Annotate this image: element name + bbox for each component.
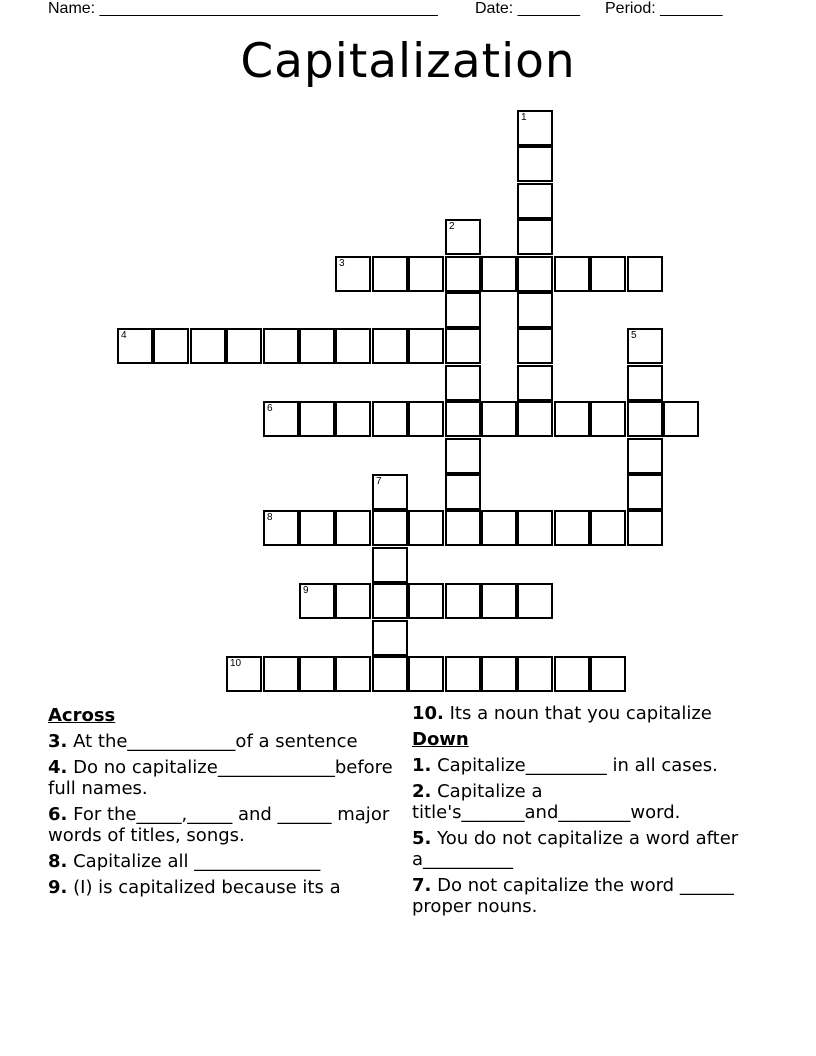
- clue-number: 7.: [412, 875, 432, 896]
- crossword-cell[interactable]: [408, 401, 444, 437]
- crossword-cell[interactable]: [263, 328, 299, 364]
- crossword-cell[interactable]: [445, 656, 481, 692]
- crossword-cell[interactable]: [263, 401, 299, 437]
- crossword-cell[interactable]: [517, 365, 553, 401]
- clue-column-right: [412, 703, 772, 922]
- clue-number: 1.: [412, 755, 432, 776]
- crossword-cell[interactable]: [663, 401, 699, 437]
- clue-number: 2.: [412, 781, 432, 802]
- clue-text: You do not capitalize a word after a__________: [412, 828, 739, 870]
- down-clue-7: [412, 875, 772, 917]
- page-title: Capitalization: [240, 34, 576, 89]
- down-heading: Down: [412, 729, 469, 750]
- crossword-cell[interactable]: [481, 256, 517, 292]
- crossword-cell[interactable]: [408, 583, 444, 619]
- cell-number: 3: [339, 258, 345, 269]
- crossword-cell[interactable]: [335, 510, 371, 546]
- clue-text: (I) is capitalized because its a: [73, 877, 341, 898]
- crossword-cell[interactable]: [627, 510, 663, 546]
- clue-text: For the_____,_____ and ______ major words of titles, songs.: [48, 804, 390, 846]
- crossword-cell[interactable]: [226, 656, 262, 692]
- clue-number: 6.: [48, 804, 68, 825]
- crossword-cell[interactable]: [335, 256, 371, 292]
- clue-text: Capitalize a title's_______and________word.: [412, 781, 681, 823]
- cell-number: 8: [267, 512, 273, 523]
- crossword-cell[interactable]: [335, 401, 371, 437]
- crossword-cell[interactable]: [445, 401, 481, 437]
- cell-number: 4: [121, 330, 127, 341]
- crossword-cell[interactable]: [517, 510, 553, 546]
- crossword-cell[interactable]: [408, 256, 444, 292]
- crossword-cell[interactable]: [554, 510, 590, 546]
- across-clue-8: [48, 851, 400, 872]
- clue-column-left: [48, 703, 400, 903]
- across-heading: Across: [48, 705, 116, 726]
- crossword-cell[interactable]: [335, 328, 371, 364]
- crossword-cell[interactable]: [627, 365, 663, 401]
- crossword-cell[interactable]: [481, 656, 517, 692]
- crossword-cell[interactable]: [445, 583, 481, 619]
- clue-text: Do not capitalize the word ______ proper nouns.: [412, 875, 734, 917]
- crossword-cell[interactable]: [554, 401, 590, 437]
- crossword-cell[interactable]: [627, 474, 663, 510]
- crossword-cell[interactable]: [372, 474, 408, 510]
- crossword-cell[interactable]: [299, 510, 335, 546]
- crossword-cell[interactable]: [590, 401, 626, 437]
- name-field-label: Name: ______________________________________: [48, 0, 438, 17]
- crossword-cell[interactable]: [554, 656, 590, 692]
- crossword-cell[interactable]: [372, 328, 408, 364]
- crossword-cell[interactable]: [627, 256, 663, 292]
- clue-text: Its a noun that you capitalize: [449, 703, 712, 724]
- crossword-cell[interactable]: [153, 328, 189, 364]
- crossword-cell[interactable]: [517, 110, 553, 146]
- crossword-cell[interactable]: [517, 292, 553, 328]
- cell-number: 5: [631, 330, 637, 341]
- across-clue-3: [48, 731, 400, 752]
- crossword-cell[interactable]: [408, 328, 444, 364]
- crossword-cell[interactable]: [263, 656, 299, 692]
- cell-number: 9: [303, 585, 309, 596]
- down-clue-2: [412, 781, 772, 823]
- crossword-cell[interactable]: [517, 656, 553, 692]
- crossword-cell[interactable]: [299, 328, 335, 364]
- crossword-cell[interactable]: [372, 547, 408, 583]
- crossword-cell[interactable]: [445, 510, 481, 546]
- crossword-cell[interactable]: [517, 583, 553, 619]
- crossword-cell[interactable]: [408, 656, 444, 692]
- crossword-cell[interactable]: [335, 583, 371, 619]
- crossword-cell[interactable]: [627, 328, 663, 364]
- crossword-cell[interactable]: [590, 256, 626, 292]
- down-clue-1: [412, 755, 772, 776]
- crossword-cell[interactable]: [190, 328, 226, 364]
- crossword-cell[interactable]: [590, 656, 626, 692]
- period-field-label: Period: _______: [605, 0, 723, 17]
- crossword-cell[interactable]: [372, 620, 408, 656]
- crossword-cell[interactable]: [445, 474, 481, 510]
- crossword-cell[interactable]: [372, 510, 408, 546]
- crossword-cell[interactable]: [117, 328, 153, 364]
- across-clue-4: [48, 757, 400, 799]
- crossword-cell[interactable]: [445, 328, 481, 364]
- clue-number: 4.: [48, 757, 68, 778]
- crossword-cell[interactable]: [627, 401, 663, 437]
- crossword-cell[interactable]: [299, 401, 335, 437]
- cell-number: 1: [521, 112, 527, 123]
- cell-number: 2: [449, 221, 455, 232]
- crossword-cell[interactable]: [372, 256, 408, 292]
- cell-number: 10: [230, 658, 242, 669]
- clue-number: 10.: [412, 703, 444, 724]
- clue-number: 5.: [412, 828, 432, 849]
- down-clue-5: [412, 828, 772, 870]
- crossword-cell[interactable]: [481, 510, 517, 546]
- cell-number: 7: [376, 476, 382, 487]
- across-clue-10: [412, 703, 772, 724]
- crossword-cell[interactable]: [335, 656, 371, 692]
- crossword-cell[interactable]: [554, 256, 590, 292]
- crossword-cell[interactable]: [226, 328, 262, 364]
- crossword-cell[interactable]: [372, 656, 408, 692]
- clue-text: Do no capitalize_____________before full names.: [48, 757, 393, 799]
- clue-number: 8.: [48, 851, 68, 872]
- across-clue-6: [48, 804, 400, 846]
- crossword-cell[interactable]: [445, 256, 481, 292]
- crossword-cell[interactable]: [299, 656, 335, 692]
- clue-text: Capitalize_________ in all cases.: [437, 755, 718, 776]
- crossword-cell[interactable]: [263, 510, 299, 546]
- crossword-cell[interactable]: [590, 510, 626, 546]
- across-clue-9: [48, 877, 400, 898]
- crossword-cell[interactable]: [517, 183, 553, 219]
- crossword-cell[interactable]: [517, 401, 553, 437]
- crossword-cell[interactable]: [372, 583, 408, 619]
- crossword-cell[interactable]: [517, 328, 553, 364]
- crossword-cell[interactable]: [481, 583, 517, 619]
- clue-text: Capitalize all ______________: [73, 851, 321, 872]
- crossword-cell[interactable]: [627, 438, 663, 474]
- clue-text: At the____________of a sentence: [73, 731, 358, 752]
- crossword-cell[interactable]: [408, 510, 444, 546]
- crossword-cell[interactable]: [517, 256, 553, 292]
- crossword-cell[interactable]: [481, 401, 517, 437]
- crossword-cell[interactable]: [445, 438, 481, 474]
- cell-number: 6: [267, 403, 273, 414]
- clue-number: 3.: [48, 731, 68, 752]
- crossword-cell[interactable]: [517, 146, 553, 182]
- crossword-cell[interactable]: [517, 219, 553, 255]
- crossword-cell[interactable]: [445, 219, 481, 255]
- crossword-cell[interactable]: [372, 401, 408, 437]
- crossword-cell[interactable]: [445, 292, 481, 328]
- crossword-cell[interactable]: [299, 583, 335, 619]
- date-field-label: Date: _______: [475, 0, 580, 17]
- crossword-cell[interactable]: [445, 365, 481, 401]
- clue-number: 9.: [48, 877, 68, 898]
